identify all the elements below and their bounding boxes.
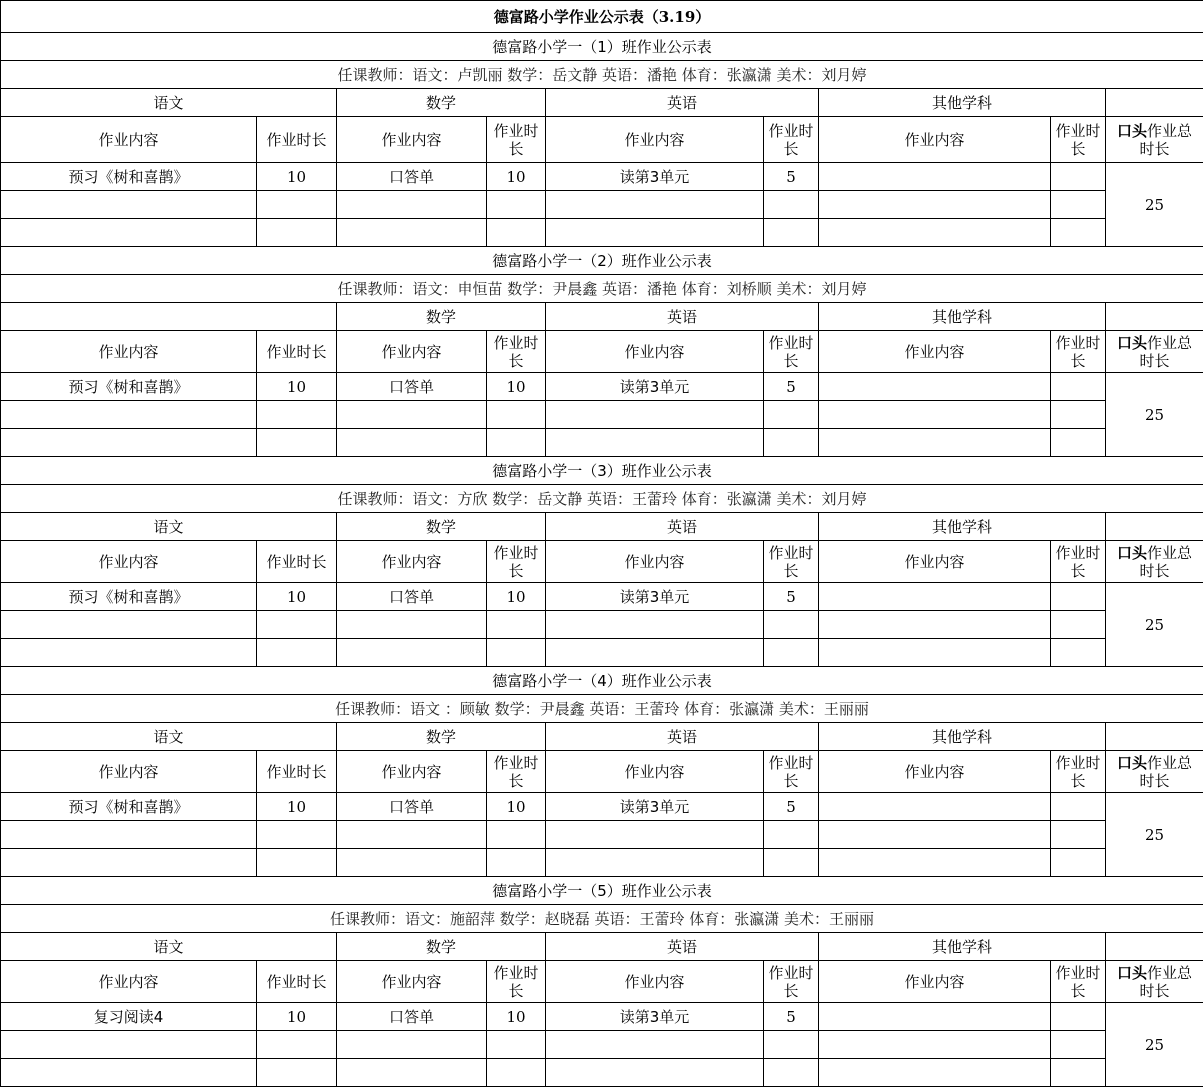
table-row: [1, 639, 1203, 667]
table-row: [1, 219, 1203, 247]
chinese-homework: [1, 401, 257, 429]
class-title: 德富路小学一（5）班作业公示表: [1, 877, 1203, 905]
header-other-content: 作业内容: [819, 541, 1051, 583]
header-oral-total-text: [1115, 544, 1195, 580]
header-oral-total-rest: 作业总时长: [1139, 754, 1192, 790]
header-math-duration: [487, 541, 546, 583]
column-header-row: [1, 541, 1203, 583]
math-duration: [487, 429, 546, 457]
header-other-duration-text: 作业时长: [1051, 964, 1105, 1000]
table-row: [1, 373, 1203, 401]
math-duration: 10: [487, 793, 546, 821]
other-homework: [819, 373, 1051, 401]
header-oral-total-text: [1115, 964, 1195, 1000]
english-duration: [764, 429, 819, 457]
english-homework: [546, 219, 764, 247]
other-homework: [819, 429, 1051, 457]
other-homework: [819, 793, 1051, 821]
subject-other: 其他学科: [819, 933, 1106, 961]
header-other-content: 作业内容: [819, 961, 1051, 1003]
subject-english: 英语: [546, 933, 819, 961]
header-math-duration-text: 作业时长: [489, 334, 543, 370]
english-homework: 读第3单元: [546, 163, 764, 191]
header-math-duration: [487, 961, 546, 1003]
math-homework: [337, 429, 487, 457]
oral-total-duration: 25: [1106, 163, 1203, 247]
math-duration: [487, 1031, 546, 1059]
other-duration: [1051, 821, 1106, 849]
table-row: [1, 611, 1203, 639]
chinese-duration: 10: [257, 793, 337, 821]
chinese-homework: [1, 611, 257, 639]
header-oral-total: [1106, 751, 1203, 793]
header-english-content: 作业内容: [546, 541, 764, 583]
class-title-row: [1, 33, 1203, 61]
chinese-duration: [257, 429, 337, 457]
header-english-duration-text: 作业时长: [764, 544, 818, 580]
subject-blank: [1106, 89, 1203, 117]
other-duration: [1051, 583, 1106, 611]
header-chinese-duration: 作业时长: [257, 751, 337, 793]
teacher-list: 任课教师：语文：卢凯丽 数学：岳文静 英语：潘艳 体育：张瀛潇 美术：刘月婷: [1, 61, 1203, 89]
teacher-list: 任课教师：语文：方欣 数学：岳文静 英语：王蕾玲 体育：张瀛潇 美术：刘月婷: [1, 485, 1203, 513]
chinese-duration: 10: [257, 373, 337, 401]
math-homework: [337, 1059, 487, 1087]
header-other-duration: [1051, 961, 1106, 1003]
teacher-row: [1, 485, 1203, 513]
other-duration: [1051, 1059, 1106, 1087]
header-english-content: 作业内容: [546, 961, 764, 1003]
chinese-homework: [1, 219, 257, 247]
subject-math: 数学: [337, 89, 546, 117]
chinese-homework: 预习《树和喜鹊》: [1, 793, 257, 821]
english-duration: [764, 191, 819, 219]
other-duration: [1051, 429, 1106, 457]
chinese-duration: [257, 1059, 337, 1087]
english-homework: 读第3单元: [546, 373, 764, 401]
chinese-duration: 10: [257, 583, 337, 611]
oral-total-duration: 25: [1106, 583, 1203, 667]
header-english-duration: [764, 331, 819, 373]
header-math-duration-text: 作业时长: [489, 754, 543, 790]
chinese-homework: 预习《树和喜鹊》: [1, 373, 257, 401]
header-other-duration: [1051, 117, 1106, 163]
header-math-duration: [487, 751, 546, 793]
chinese-duration: [257, 191, 337, 219]
teacher-row: [1, 695, 1203, 723]
other-homework: [819, 1003, 1051, 1031]
english-duration: [764, 611, 819, 639]
math-homework: [337, 219, 487, 247]
chinese-homework: [1, 639, 257, 667]
english-homework: [546, 611, 764, 639]
header-oral-total: [1106, 541, 1203, 583]
table-row: [1, 429, 1203, 457]
subject-math: 数学: [337, 303, 546, 331]
header-oral-total-text: [1115, 122, 1195, 158]
math-homework: [337, 821, 487, 849]
math-homework: 口答单: [337, 1003, 487, 1031]
table-row: [1, 401, 1203, 429]
header-english-content: 作业内容: [546, 751, 764, 793]
subject-math: 数学: [337, 723, 546, 751]
header-chinese-duration: 作业时长: [257, 961, 337, 1003]
chinese-homework: [1, 1031, 257, 1059]
math-duration: 10: [487, 583, 546, 611]
header-other-content: 作业内容: [819, 117, 1051, 163]
subject-math: 数学: [337, 933, 546, 961]
english-duration: [764, 849, 819, 877]
header-english-content: 作业内容: [546, 117, 764, 163]
chinese-duration: 10: [257, 1003, 337, 1031]
other-duration: [1051, 639, 1106, 667]
subject-chinese: 语文: [1, 723, 337, 751]
chinese-homework: [1, 821, 257, 849]
chinese-duration: 10: [257, 163, 337, 191]
math-duration: [487, 821, 546, 849]
subject-other: 其他学科: [819, 513, 1106, 541]
chinese-homework: 复习阅读4: [1, 1003, 257, 1031]
math-duration: [487, 401, 546, 429]
teacher-list: 任课教师：语文：申恒苗 数学：尹晨鑫 英语：潘艳 体育：刘桥顺 美术：刘月婷: [1, 275, 1203, 303]
english-duration: 5: [764, 1003, 819, 1031]
english-duration: [764, 401, 819, 429]
header-english-duration-text: 作业时长: [764, 964, 818, 1000]
class-title-row: [1, 247, 1203, 275]
header-english-duration-text: 作业时长: [764, 754, 818, 790]
subject-blank: [1106, 513, 1203, 541]
math-duration: [487, 611, 546, 639]
header-english-duration: [764, 541, 819, 583]
teacher-list: 任课教师：语文：施韶萍 数学：赵晓磊 英语：王蕾玲 体育：张瀛潇 美术：王丽丽: [1, 905, 1203, 933]
math-homework: 口答单: [337, 793, 487, 821]
class-title-row: [1, 667, 1203, 695]
header-english-duration-text: 作业时长: [764, 334, 818, 370]
header-chinese-content: 作业内容: [1, 117, 257, 163]
chinese-homework: 预习《树和喜鹊》: [1, 583, 257, 611]
header-other-content: 作业内容: [819, 751, 1051, 793]
subject-chinese: 语文: [1, 513, 337, 541]
english-homework: 读第3单元: [546, 583, 764, 611]
math-homework: 口答单: [337, 583, 487, 611]
header-chinese-content: 作业内容: [1, 751, 257, 793]
header-oral-total: [1106, 117, 1203, 163]
english-duration: [764, 1031, 819, 1059]
english-homework: [546, 191, 764, 219]
subject-other: 其他学科: [819, 723, 1106, 751]
english-homework: [546, 401, 764, 429]
subject-english: 英语: [546, 303, 819, 331]
math-duration: 10: [487, 373, 546, 401]
other-duration: [1051, 1003, 1106, 1031]
math-duration: [487, 191, 546, 219]
header-oral-total-text: [1115, 754, 1195, 790]
english-duration: 5: [764, 793, 819, 821]
header-math-duration-text: 作业时长: [489, 544, 543, 580]
header-other-content: 作业内容: [819, 331, 1051, 373]
other-duration: [1051, 849, 1106, 877]
other-homework: [819, 191, 1051, 219]
column-header-row: [1, 117, 1203, 163]
english-homework: [546, 639, 764, 667]
header-oral-total-rest: 作业总时长: [1139, 334, 1192, 370]
header-english-content: 作业内容: [546, 331, 764, 373]
english-duration: [764, 821, 819, 849]
header-oral-total: [1106, 961, 1203, 1003]
subject-header-row: [1, 933, 1203, 961]
header-chinese-duration: 作业时长: [257, 541, 337, 583]
other-duration: [1051, 611, 1106, 639]
english-homework: [546, 1059, 764, 1087]
class-title: 德富路小学一（2）班作业公示表: [1, 247, 1203, 275]
oral-total-duration: 25: [1106, 373, 1203, 457]
english-duration: [764, 1059, 819, 1087]
header-oral-total-bold: 口头: [1117, 754, 1147, 772]
subject-other: 其他学科: [819, 89, 1106, 117]
teacher-list: 任课教师：语文 ：顾敏 数学：尹晨鑫 英语：王蕾玲 体育：张瀛潇 美术：王丽丽: [1, 695, 1203, 723]
english-homework: [546, 821, 764, 849]
chinese-duration: [257, 821, 337, 849]
class-title: 德富路小学一（3）班作业公示表: [1, 457, 1203, 485]
oral-total-duration: 25: [1106, 793, 1203, 877]
english-homework: [546, 1031, 764, 1059]
math-duration: 10: [487, 1003, 546, 1031]
table-row: [1, 849, 1203, 877]
chinese-duration: [257, 219, 337, 247]
teacher-row: [1, 275, 1203, 303]
math-duration: [487, 1059, 546, 1087]
english-homework: [546, 429, 764, 457]
subject-header-row: [1, 303, 1203, 331]
math-duration: [487, 849, 546, 877]
other-homework: [819, 1031, 1051, 1059]
other-duration: [1051, 373, 1106, 401]
other-homework: [819, 583, 1051, 611]
math-homework: 口答单: [337, 373, 487, 401]
header-other-duration-text: 作业时长: [1051, 544, 1105, 580]
subject-header-row: [1, 723, 1203, 751]
table-row: [1, 163, 1203, 191]
table-row: [1, 1031, 1203, 1059]
math-duration: [487, 639, 546, 667]
english-duration: 5: [764, 583, 819, 611]
column-header-row: [1, 331, 1203, 373]
page-title: 德富路小学作业公示表（3.19）: [1, 1, 1203, 33]
header-chinese-content: 作业内容: [1, 961, 257, 1003]
chinese-homework: [1, 191, 257, 219]
other-duration: [1051, 219, 1106, 247]
table-row: [1, 1059, 1203, 1087]
header-english-duration: [764, 961, 819, 1003]
header-oral-total-bold: 口头: [1117, 122, 1147, 140]
chinese-homework: [1, 1059, 257, 1087]
header-chinese-content: 作业内容: [1, 541, 257, 583]
header-math-content: 作业内容: [337, 961, 487, 1003]
table-row: [1, 821, 1203, 849]
other-homework: [819, 1059, 1051, 1087]
chinese-duration: [257, 401, 337, 429]
subject-chinese: 语文: [1, 933, 337, 961]
subject-english: 英语: [546, 723, 819, 751]
math-homework: [337, 1031, 487, 1059]
other-duration: [1051, 191, 1106, 219]
english-homework: [546, 849, 764, 877]
header-oral-total-bold: 口头: [1117, 334, 1147, 352]
chinese-homework: 预习《树和喜鹊》: [1, 163, 257, 191]
header-english-duration: [764, 751, 819, 793]
table-row: [1, 793, 1203, 821]
header-chinese-duration: 作业时长: [257, 331, 337, 373]
header-math-duration: [487, 331, 546, 373]
oral-total-duration: 25: [1106, 1003, 1203, 1087]
other-homework: [819, 611, 1051, 639]
header-other-duration: [1051, 541, 1106, 583]
english-homework: 读第3单元: [546, 793, 764, 821]
math-homework: [337, 639, 487, 667]
header-english-duration: [764, 117, 819, 163]
other-duration: [1051, 1031, 1106, 1059]
class-title: 德富路小学一（4）班作业公示表: [1, 667, 1203, 695]
header-other-duration-text: 作业时长: [1051, 334, 1105, 370]
subject-header-row: [1, 513, 1203, 541]
teacher-row: [1, 905, 1203, 933]
math-duration: [487, 219, 546, 247]
column-header-row: [1, 961, 1203, 1003]
math-duration: 10: [487, 163, 546, 191]
class-title: 德富路小学一（1）班作业公示表: [1, 33, 1203, 61]
other-duration: [1051, 793, 1106, 821]
header-oral-total: [1106, 331, 1203, 373]
chinese-homework: [1, 429, 257, 457]
header-math-content: 作业内容: [337, 117, 487, 163]
header-chinese-content: 作业内容: [1, 331, 257, 373]
subject-english: 英语: [546, 89, 819, 117]
header-oral-total-rest: 作业总时长: [1139, 964, 1192, 1000]
header-oral-total-rest: 作业总时长: [1139, 544, 1192, 580]
other-homework: [819, 639, 1051, 667]
class-title-row: [1, 457, 1203, 485]
header-math-content: 作业内容: [337, 541, 487, 583]
header-other-duration: [1051, 751, 1106, 793]
subject-math: 数学: [337, 513, 546, 541]
math-homework: [337, 611, 487, 639]
math-homework: 口答单: [337, 163, 487, 191]
chinese-duration: [257, 639, 337, 667]
table-row: [1, 1003, 1203, 1031]
header-other-duration-text: 作业时长: [1051, 122, 1105, 158]
other-duration: [1051, 163, 1106, 191]
chinese-duration: [257, 611, 337, 639]
math-homework: [337, 849, 487, 877]
subject-english: 英语: [546, 513, 819, 541]
subject-chinese: 语文: [1, 89, 337, 117]
header-english-duration-text: 作业时长: [764, 122, 818, 158]
chinese-duration: [257, 1031, 337, 1059]
subject-blank: [1106, 303, 1203, 331]
other-homework: [819, 401, 1051, 429]
class-title-row: [1, 877, 1203, 905]
english-duration: 5: [764, 373, 819, 401]
other-homework: [819, 163, 1051, 191]
english-duration: [764, 639, 819, 667]
table-row: [1, 191, 1203, 219]
header-math-content: 作业内容: [337, 751, 487, 793]
title-row: [1, 1, 1203, 33]
header-other-duration-text: 作业时长: [1051, 754, 1105, 790]
column-header-row: [1, 751, 1203, 793]
math-homework: [337, 401, 487, 429]
header-oral-total-text: [1115, 334, 1195, 370]
math-homework: [337, 191, 487, 219]
subject-chinese: [1, 303, 337, 331]
subject-other: 其他学科: [819, 303, 1106, 331]
other-homework: [819, 821, 1051, 849]
english-duration: 5: [764, 163, 819, 191]
header-math-content: 作业内容: [337, 331, 487, 373]
english-homework: 读第3单元: [546, 1003, 764, 1031]
subject-header-row: [1, 89, 1203, 117]
header-chinese-duration: 作业时长: [257, 117, 337, 163]
subject-blank: [1106, 723, 1203, 751]
other-homework: [819, 219, 1051, 247]
table-row: [1, 583, 1203, 611]
header-other-duration: [1051, 331, 1106, 373]
header-math-duration-text: 作业时长: [489, 122, 543, 158]
header-oral-total-bold: 口头: [1117, 964, 1147, 982]
header-math-duration-text: 作业时长: [489, 964, 543, 1000]
header-math-duration: [487, 117, 546, 163]
header-oral-total-bold: 口头: [1117, 544, 1147, 562]
chinese-duration: [257, 849, 337, 877]
header-oral-total-rest: 作业总时长: [1139, 122, 1192, 158]
other-homework: [819, 849, 1051, 877]
other-duration: [1051, 401, 1106, 429]
subject-blank: [1106, 933, 1203, 961]
english-duration: [764, 219, 819, 247]
chinese-homework: [1, 849, 257, 877]
teacher-row: [1, 61, 1203, 89]
